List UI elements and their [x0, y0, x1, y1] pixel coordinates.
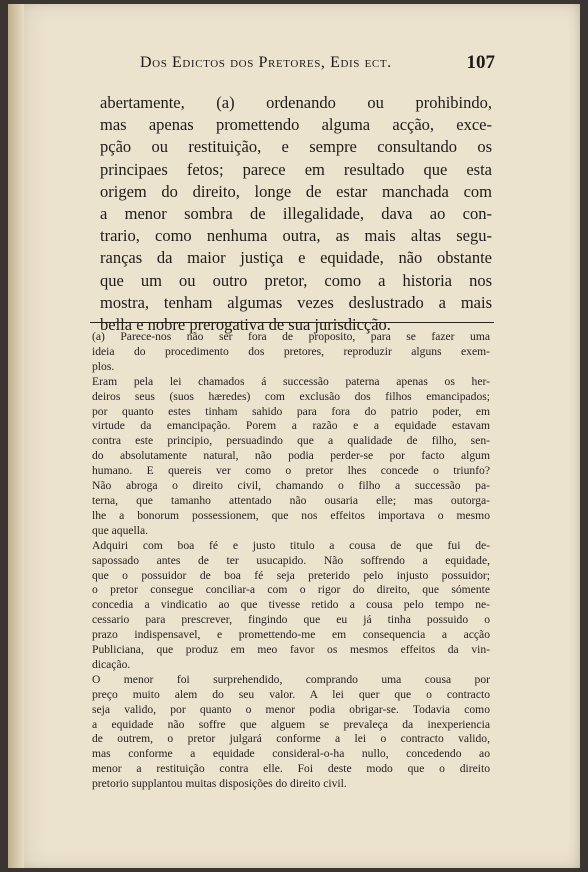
footnote-line: terna, que tamanho attentado não ousaria elle; mas outorga- [92, 493, 490, 507]
text-line: mas apenas promettendo alguma acção, exce- [100, 115, 492, 135]
footnote-line: pretorio supplantou muitas disposições do direito civil. [92, 777, 347, 791]
footnote-line: prazo indispensavel, e promettendo-me em consequencia a acção [92, 628, 490, 642]
text-line: mostra, tenham algumas vezes deslustrado a mais [100, 292, 492, 312]
footnote-line: a equidade não soffre que alguem se prevaleça da inexperiencia [92, 717, 490, 731]
footnote-rule [90, 322, 494, 323]
page-number: 107 [466, 52, 495, 73]
footnote-line: preço muito alem do seu valor. A lei quer que o contracto [92, 687, 490, 701]
footnote-line: dicação. [92, 657, 131, 671]
footnote-line: deiros seus (suos hæredes) com exclusão dos filhos emancipados; [92, 389, 490, 403]
running-head [140, 54, 495, 76]
footnote-line: menor a restituição contra elle. Foi deste modo que o direito [92, 762, 490, 776]
text-line: principaes fetos; parece em resultado que esta [100, 159, 492, 179]
footnote-line: Publiciana, que produz em meo favor os mesmos effeitos da vin- [92, 643, 490, 657]
footnote-line: Não abroga o direito civil, chamando o filho a successão pa- [92, 479, 490, 493]
footnote-line: o pretor consegue conciliar-a com o rigor do direito, que sómente [92, 583, 490, 597]
footnote-line: por quanto estes tinham sahido para fora do patrio poder, em [92, 404, 490, 418]
text-line: pção ou restituição, e sempre consultando os [100, 137, 492, 157]
text-line: bella e nobre prerogativa de sua jurisdicção. [100, 315, 391, 335]
text-line: que um ou outro pretor, como a historia nos [100, 270, 492, 290]
footnote-line: de outrem, o pretor julgará conforme a lei o contracto valido, [92, 732, 490, 746]
footnote-line: contra este principio, persuadindo que a qualidade de filho, sen- [92, 434, 490, 448]
footnote-line: plos. [92, 359, 115, 373]
footnote-line: lhe a bonorum possessionem, que nos effeitos importava o mesmo [92, 508, 490, 522]
text-line: a menor sombra de illegalidade, dava ao con- [100, 204, 492, 224]
footnote-text [92, 330, 490, 792]
text-line: origem do direito, longe de estar manchada com [100, 181, 492, 201]
footnote-line: concedia a vindicatio ao que tivesse retido a cousa pelo tempo ne- [92, 598, 490, 612]
footnote-line: sapossado antes de ter usucapido. Não soffrendo a equidade, [92, 553, 490, 567]
footnote-line: que o possuidor de boa fé seja preterido pelo injusto possuidor; [92, 568, 490, 582]
text-line: abertamente, (a) ordenando ou prohibindo, [100, 93, 492, 112]
text-line: trario, como nenhuma outra, as mais altas segu- [100, 226, 492, 246]
footnote-line: cessario para prescrever, fingindo que eu já tinha possuido o [92, 613, 490, 627]
footnote-line: O menor foi surprehendido, comprando uma cousa por [92, 672, 490, 686]
page-gutter [8, 4, 24, 868]
footnote-line: seja valido, por quanto o menor podia obrigar-se. Todavia como [92, 702, 490, 716]
footnote-line: que aquella. [92, 523, 149, 537]
footnote-line: mas conforme a equidade consideral-o-ha nullo, concedendo ao [92, 747, 490, 761]
running-head-title: Dos Edictos dos Pretores, Edis ect. [140, 54, 392, 71]
footnote-line: humano. E quereis ver como o pretor lhes concede o triunfo? [92, 464, 490, 478]
footnote-line: Adquiri com boa fé e justo titulo a cousa de que fui de- [92, 538, 490, 552]
text-line: ranças da maior justiça e equidade, não obstante [100, 248, 492, 268]
footnote-line: ideia do procedimento dos pretores, reproduzir alguns exem- [92, 344, 490, 358]
footnote-line: virtude da emancipação. Porem a razão e a equidade estavam [92, 419, 490, 433]
book-page [8, 4, 580, 868]
footnote-line: (a) Parece-nos não ser fora de proposito, para se fazer uma [92, 330, 490, 343]
footnote-line: do absolutamente natural, não podia perder-se por facto algum [92, 449, 490, 463]
footnote-line: Eram pela lei chamados á successão paterna apenas os her- [92, 374, 490, 388]
main-text [100, 92, 492, 336]
